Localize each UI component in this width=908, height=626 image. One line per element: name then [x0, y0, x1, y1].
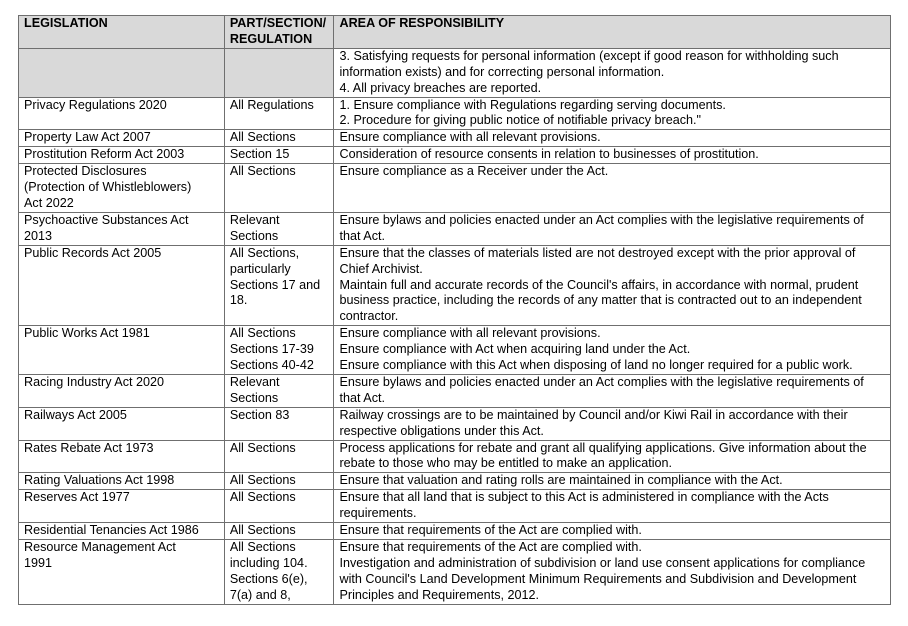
area-of-responsibility-cell	[334, 164, 891, 213]
table-row	[19, 473, 891, 490]
table-row	[19, 130, 891, 147]
table-row	[19, 540, 891, 605]
header-part-label-line2: REGULATION	[229, 31, 313, 46]
legislation-cell	[19, 212, 225, 245]
area-of-responsibility-cell	[334, 212, 891, 245]
header-legislation	[19, 16, 225, 49]
legislation-text: Psychoactive Substances Act	[24, 212, 189, 227]
area-text: Ensure compliance with this Act when disposing of land no longer required for a public work.	[339, 358, 853, 373]
area-text: Ensure that requirements of the Act are complied with.	[339, 540, 642, 554]
area-of-responsibility-cell	[334, 245, 891, 326]
area-text: Ensure compliance with Act when acquiring land under the Act.	[339, 342, 691, 357]
legislation-text: Public Records Act 2005	[24, 245, 162, 260]
part-section-text: All Sections	[229, 164, 296, 179]
area-text: Process applications for rebate and grant all qualifying applications. Give information about the rebate to those who may be entitled to make an application.	[339, 440, 867, 471]
legislation-text: Privacy Regulations 2020	[24, 97, 167, 112]
legislation-cell	[19, 147, 225, 164]
part-section-text: All Sections	[229, 523, 296, 538]
legislation-cell	[19, 326, 225, 375]
part-section-text: All Sections	[229, 490, 296, 505]
area-of-responsibility-cell	[334, 523, 891, 540]
table-row	[19, 245, 891, 326]
part-section-cell	[224, 473, 334, 490]
area-of-responsibility-cell	[334, 540, 891, 605]
area-text: 4. All privacy breaches are reported.	[339, 80, 542, 95]
header-area-label: AREA OF RESPONSIBILITY	[339, 16, 505, 30]
area-of-responsibility-cell	[334, 473, 891, 490]
part-section-cell	[224, 147, 334, 164]
header-area-of-responsibility	[334, 16, 891, 49]
legislation-text: Rating Valuations Act 1998	[24, 473, 175, 488]
part-section-text: All Sections	[229, 130, 296, 145]
area-text: Consideration of resource consents in relation to businesses of prostitution.	[339, 147, 759, 162]
part-section-cell	[224, 97, 334, 130]
part-section-text: Sections 40-42	[229, 358, 314, 373]
area-of-responsibility-cell	[334, 440, 891, 473]
part-section-text: 7(a) and 8,	[229, 587, 291, 602]
table-row	[19, 490, 891, 523]
table-row	[19, 147, 891, 164]
legislation-text: (Protection of Whistleblowers)	[24, 180, 192, 195]
legislation-text: 2013	[24, 228, 53, 243]
legislation-text: Rates Rebate Act 1973	[24, 440, 154, 455]
area-text: Ensure that valuation and rating rolls are maintained in compliance with the Act.	[339, 473, 783, 488]
part-section-text: All Regulations	[229, 97, 314, 112]
table-row	[19, 407, 891, 440]
part-section-text: Relevant	[229, 374, 280, 389]
area-text: Ensure compliance with all relevant provisions.	[339, 326, 601, 341]
legislation-text: Property Law Act 2007	[24, 130, 151, 145]
part-section-text: including 104.	[229, 555, 308, 570]
area-text: Ensure bylaws and policies enacted under an Act complies with the legislative requirements of that Act.	[339, 374, 864, 405]
legislation-cell	[19, 490, 225, 523]
legislation-cell	[19, 130, 225, 147]
area-of-responsibility-cell	[334, 97, 891, 130]
part-section-text: Sections 17 and	[229, 277, 321, 292]
legislation-text: Reserves Act 1977	[24, 490, 130, 505]
legislation-text: Residential Tenancies Act 1986	[24, 523, 199, 538]
part-section-text: Section 15	[229, 147, 290, 162]
legislation-cell	[19, 523, 225, 540]
legislation-text: Protected Disclosures	[24, 164, 147, 179]
part-section-cell	[224, 245, 334, 326]
part-section-cell	[224, 407, 334, 440]
part-section-text: Section 83	[229, 407, 290, 422]
table-row	[19, 374, 891, 407]
area-of-responsibility-cell	[334, 147, 891, 164]
part-section-text: Sections	[229, 390, 279, 405]
part-section-cell	[224, 374, 334, 407]
area-text: Ensure that the classes of materials listed are not destroyed except with the prior approval of Chief Archivist.	[339, 245, 856, 276]
legislation-cell	[19, 97, 225, 130]
table-row	[19, 164, 891, 213]
area-text: Maintain full and accurate records of the Council's affairs, in accordance with normal, prudent business practice, including the records of any matter that is contracted out to an independent contractor.	[339, 277, 862, 324]
area-of-responsibility-cell	[334, 130, 891, 147]
area-text: Investigation and administration of subdivision or land use consent applications for compliance with Council's Land Development Minimum Requirements and Subdivision and Development Principles and Requirements, 2012.	[339, 555, 866, 602]
header-row	[19, 16, 891, 49]
part-section-text: All Sections,	[229, 245, 300, 260]
legislation-cell	[19, 440, 225, 473]
legislation-cell	[19, 164, 225, 213]
area-text: 3. Satisfying requests for personal information (except if good reason for withholding such information exists) and for correcting personal information.	[339, 48, 839, 79]
area-of-responsibility-cell	[334, 48, 891, 97]
area-of-responsibility-cell	[334, 374, 891, 407]
part-section-cell	[224, 130, 334, 147]
part-section-cell	[224, 164, 334, 213]
part-section-cell	[224, 212, 334, 245]
area-text: 1. Ensure compliance with Regulations regarding serving documents.	[339, 97, 726, 112]
area-text: Ensure compliance as a Receiver under the Act.	[339, 164, 609, 179]
legislation-cell	[19, 245, 225, 326]
table-row	[19, 523, 891, 540]
part-section-text: Relevant	[229, 212, 280, 227]
area-text: Ensure compliance with all relevant provisions.	[339, 130, 601, 145]
header-part-section-regulation	[224, 16, 334, 49]
legislation-text: Racing Industry Act 2020	[24, 374, 165, 389]
part-section-cell	[224, 48, 334, 97]
legislation-text: Railways Act 2005	[24, 407, 127, 422]
header-legislation-label: LEGISLATION	[24, 16, 108, 30]
legislation-cell	[19, 407, 225, 440]
part-section-cell	[224, 490, 334, 523]
part-section-text: Sections	[229, 228, 279, 243]
table-row	[19, 97, 891, 130]
part-section-cell	[224, 326, 334, 375]
part-section-text: All Sections	[229, 473, 296, 488]
legislation-text: 1991	[24, 555, 53, 570]
part-section-text: All Sections	[229, 440, 296, 455]
table-row	[19, 440, 891, 473]
legislation-cell	[19, 48, 225, 97]
part-section-text: Sections 6(e),	[229, 571, 308, 586]
area-text: Railway crossings are to be maintained by Council and/or Kiwi Rail in accordance with their respective obligations under this Act.	[339, 407, 848, 438]
area-text: Ensure bylaws and policies enacted under an Act complies with the legislative requirements of that Act.	[339, 212, 864, 243]
legislation-table	[18, 15, 891, 605]
legislation-cell	[19, 473, 225, 490]
table-row	[19, 48, 891, 97]
table-row	[19, 212, 891, 245]
area-text: 2. Procedure for giving public notice of notifiable privacy breach."	[339, 113, 701, 128]
table-row	[19, 326, 891, 375]
legislation-cell	[19, 374, 225, 407]
part-section-text: 18.	[229, 293, 248, 308]
part-section-text: All Sections	[229, 326, 296, 341]
header-part-label-line1: PART/SECTION/	[229, 16, 327, 30]
area-of-responsibility-cell	[334, 326, 891, 375]
part-section-cell	[224, 440, 334, 473]
area-text: Ensure that requirements of the Act are complied with.	[339, 523, 642, 538]
part-section-text: Sections 17-39	[229, 342, 314, 357]
area-text: Ensure that all land that is subject to this Act is administered in compliance with the Acts requirements.	[339, 490, 829, 521]
part-section-text: All Sections	[229, 540, 296, 554]
legislation-text: Act 2022	[24, 195, 74, 210]
legislation-cell	[19, 540, 225, 605]
legislation-text: Resource Management Act	[24, 540, 176, 554]
area-of-responsibility-cell	[334, 407, 891, 440]
table-body	[19, 48, 891, 604]
area-of-responsibility-cell	[334, 490, 891, 523]
part-section-cell	[224, 523, 334, 540]
legislation-text: Prostitution Reform Act 2003	[24, 147, 185, 162]
part-section-cell	[224, 540, 334, 605]
legislation-text: Public Works Act 1981	[24, 326, 150, 341]
part-section-text: particularly	[229, 261, 291, 276]
